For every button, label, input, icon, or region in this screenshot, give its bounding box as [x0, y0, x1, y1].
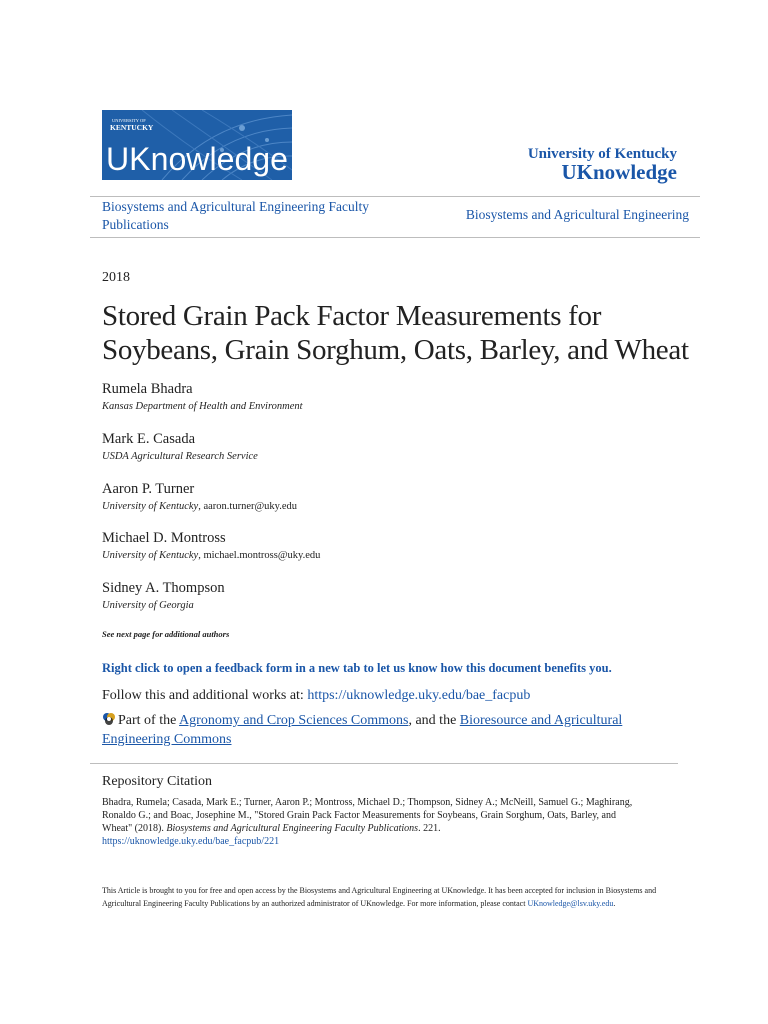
author-name: Rumela Bhadra — [102, 381, 193, 397]
author-affiliation: University of Georgia — [102, 600, 194, 611]
contact-email-link[interactable]: UKnowledge@lsv.uky.edu — [527, 899, 614, 908]
collection-link-right[interactable]: Biosystems and Agricultural Engineering — [465, 207, 689, 222]
feedback-link[interactable]: Right click to open a feedback form in a new tab to let us know how this document benefits you. — [102, 661, 612, 675]
repository-citation-heading: Repository Citation — [102, 774, 213, 789]
follow-prefix: Follow this and additional works at: — [102, 688, 308, 703]
part-of-middle: , and the — [408, 713, 460, 728]
divider — [90, 763, 678, 764]
author-name: Michael D. Montross — [102, 530, 226, 546]
commons-icon — [102, 712, 116, 726]
divider — [90, 196, 700, 197]
agronomy-commons-link[interactable]: Agronomy and Crop Sciences Commons — [179, 713, 409, 728]
author-block — [102, 380, 303, 414]
author-name: Mark E. Casada — [102, 431, 196, 447]
author-block — [102, 430, 258, 464]
part-of-line — [102, 711, 662, 749]
follow-line — [102, 688, 530, 704]
logo-graphic — [102, 110, 292, 180]
additional-authors-note: See next page for additional authors — [102, 629, 230, 639]
author-block — [102, 529, 320, 563]
bioresource-commons-link[interactable]: Bioresource and Agricultural Engineering Commons — [102, 713, 623, 747]
logo-wordmark: UKnowledge — [106, 141, 288, 177]
logo-small-bottom: KENTUCKY — [110, 123, 154, 132]
author-block — [102, 480, 297, 514]
author-affiliation: University of Kentucky, aaron.turner@uky.edu — [102, 501, 298, 512]
university-name: University of Kentucky — [527, 146, 677, 162]
repository-name: UKnowledge — [561, 160, 677, 184]
author-block — [102, 579, 225, 613]
publication-year: 2018 — [102, 270, 130, 285]
collection-link-left[interactable]: Biosystems and Agricultural Engineering Faculty Publications — [102, 199, 369, 232]
author-name: Sidney A. Thompson — [102, 580, 225, 596]
article-title: Stored Grain Pack Factor Measurements for Soybeans, Grain Sorghum, Oats, Barley, and Wheat — [102, 300, 689, 366]
author-affiliation: Kansas Department of Health and Environment — [102, 401, 303, 412]
access-notice: This Article is brought to you for free and open access by the Biosystems and Agricultural Engineering at UKnowledge. It has been accepted for inclusion in Biosystems and Agricultural Engineering Faculty Publications by an authorized administrator of UKnowledge. For more information, please contact UKnowledge@lsv.uky.edu. — [102, 886, 657, 908]
repository-citation-text: Bhadra, Rumela; Casada, Mark E.; Turner, Aaron P.; Montross, Michael D.; Thompson, Sidney A.; McNeill, Samuel G.; Maghirang, Ronaldo G.; and Boac, Josephine M., "Stored Grain Pack Factor Measurements for Soybeans, Grain Sorghum, Oats, Barley, and Wheat" (2018). Biosystems and Agricultural Engineering Faculty Publications. 221. https://uknowledge.uky.edu/bae_facpub/221 — [102, 797, 633, 847]
author-affiliation: University of Kentucky, michael.montross@uky.edu — [102, 550, 321, 561]
part-of-prefix: Part of the — [118, 713, 180, 728]
divider — [90, 237, 700, 238]
uknowledge-logo — [102, 110, 292, 180]
logo-small-top: UNIVERSITY OF — [112, 118, 146, 123]
citation-url-link[interactable]: https://uknowledge.uky.edu/bae_facpub/221 — [102, 836, 280, 847]
author-affiliation: USDA Agricultural Research Service — [102, 451, 258, 462]
follow-url-link[interactable]: https://uknowledge.uky.edu/bae_facpub — [307, 688, 531, 703]
author-name: Aaron P. Turner — [102, 481, 195, 497]
